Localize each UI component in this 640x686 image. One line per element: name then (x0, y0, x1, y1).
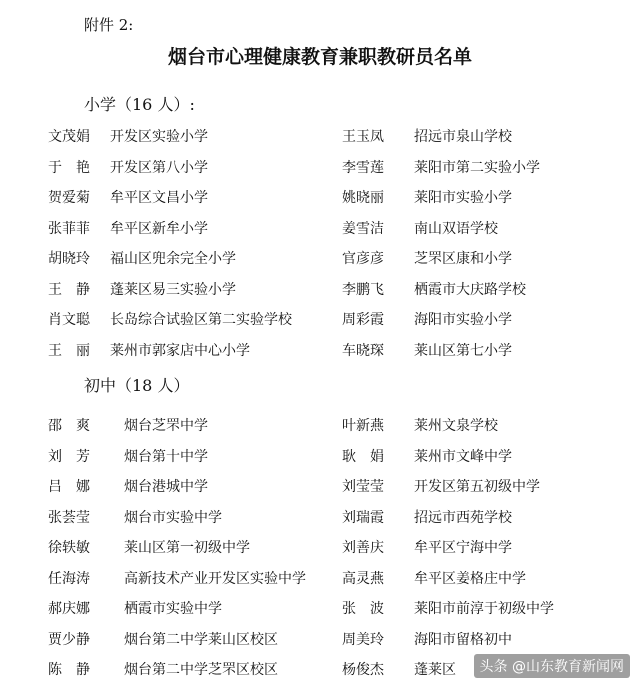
list-item (48, 415, 208, 439)
school-name: 海阳市实验小学 (414, 312, 512, 328)
person-name: 刘瑞霞 (342, 509, 384, 526)
school-name: 牟平区新牟小学 (110, 220, 208, 237)
list-item (48, 507, 222, 531)
school-name: 莱州市文峰中学 (414, 448, 512, 465)
list-item (48, 629, 278, 653)
school-name: 长岛综合试验区第二实验学校 (110, 312, 292, 328)
list-item (48, 598, 222, 622)
person-name: 邵 爽 (48, 418, 90, 434)
list-item (342, 157, 540, 181)
school-name: 莱州文泉学校 (414, 418, 498, 434)
person-name: 肖文聪 (48, 312, 90, 328)
person-name: 任海涛 (48, 570, 90, 587)
school-name: 莱山区第一初级中学 (124, 540, 250, 556)
person-name: 郝庆娜 (48, 601, 90, 617)
school-name: 蓬莱区 (414, 662, 456, 678)
school-name: 开发区第五初级中学 (414, 479, 540, 495)
school-name: 开发区实验小学 (110, 129, 208, 145)
person-name: 贺爱菊 (48, 190, 90, 206)
person-name: 王 丽 (48, 342, 90, 359)
school-name: 芝罘区康和小学 (414, 251, 512, 267)
person-name: 刘 芳 (48, 448, 90, 465)
school-name: 烟台第二中学莱山区校区 (124, 631, 278, 648)
school-name: 南山双语学校 (414, 220, 498, 237)
list-item (342, 598, 554, 622)
list-item (48, 218, 208, 242)
person-name: 官彦彦 (342, 251, 384, 267)
list-item (48, 476, 208, 500)
school-name: 海阳市留格初中 (414, 631, 512, 648)
person-name: 车晓琛 (342, 342, 384, 359)
list-item (342, 218, 498, 242)
school-name: 牟平区宁海中学 (414, 540, 512, 556)
list-item (48, 248, 236, 272)
person-name: 张菲菲 (48, 220, 90, 237)
person-name: 王 静 (48, 281, 90, 298)
person-name: 于 艳 (48, 159, 90, 176)
list-item (48, 537, 250, 561)
person-name: 文茂娟 (48, 129, 90, 145)
school-name: 蓬莱区易三实验小学 (110, 281, 236, 298)
list-item (342, 248, 512, 272)
person-name: 胡晓玲 (48, 251, 90, 267)
school-name: 高新技术产业开发区实验中学 (124, 570, 306, 587)
list-item (48, 446, 208, 470)
middle-heading: 初中（18 人） (84, 376, 190, 395)
school-name: 开发区第八小学 (110, 159, 208, 176)
list-item (48, 187, 208, 211)
person-name: 张荟莹 (48, 509, 90, 526)
list-item (48, 309, 292, 333)
school-name: 烟台第二中学芝罘区校区 (124, 662, 278, 678)
person-name: 刘善庆 (342, 540, 384, 556)
list-item (342, 309, 512, 333)
person-name: 周美玲 (342, 631, 384, 648)
school-name: 招远市西苑学校 (414, 509, 512, 526)
list-item (342, 476, 540, 500)
school-name: 莱阳市第二实验小学 (414, 159, 540, 176)
school-name: 烟台第十中学 (124, 448, 208, 465)
list-item (48, 126, 208, 150)
school-name: 烟台芝罘中学 (124, 418, 208, 434)
person-name: 姚晓丽 (342, 190, 384, 206)
list-item (342, 568, 526, 592)
list-item (48, 568, 306, 592)
person-name: 张 波 (342, 601, 384, 617)
person-name: 周彩霞 (342, 312, 384, 328)
list-item (342, 507, 512, 531)
person-name: 陈 静 (48, 662, 90, 678)
person-name: 王玉凤 (342, 129, 384, 145)
list-item (342, 340, 512, 364)
person-name: 吕 娜 (48, 479, 90, 495)
attachment-label: 附件 2: (84, 16, 134, 34)
school-name: 莱山区第七小学 (414, 342, 512, 359)
school-name: 莱阳市实验小学 (414, 190, 512, 206)
list-item (342, 629, 512, 653)
list-item (48, 279, 236, 303)
person-name: 贾少静 (48, 631, 90, 648)
person-name: 叶新燕 (342, 418, 384, 434)
list-item (342, 187, 512, 211)
school-name: 莱阳市前淳于初级中学 (414, 601, 554, 617)
school-name: 莱州市郭家店中心小学 (110, 342, 250, 359)
list-item (342, 279, 526, 303)
school-name: 栖霞市大庆路学校 (414, 281, 526, 298)
person-name: 徐轶敏 (48, 540, 90, 556)
school-name: 烟台市实验中学 (124, 509, 222, 526)
person-name: 李雪莲 (342, 159, 384, 176)
primary-heading: 小学（16 人）: (84, 95, 195, 114)
document-title: 烟台市心理健康教育兼职教研员名单 (167, 46, 472, 68)
person-name: 杨俊杰 (342, 662, 384, 678)
list-item (342, 659, 456, 683)
list-item (342, 446, 512, 470)
person-name: 李鹏飞 (342, 281, 384, 298)
list-item (48, 340, 250, 364)
list-item (342, 537, 512, 561)
school-name: 招远市泉山学校 (414, 129, 512, 145)
person-name: 刘莹莹 (342, 479, 384, 495)
person-name: 耿 娟 (342, 448, 384, 465)
list-item (342, 126, 512, 150)
school-name: 栖霞市实验中学 (124, 601, 222, 617)
watermark: 头条 @山东教育新闻网 (474, 654, 630, 678)
list-item (48, 659, 278, 683)
school-name: 牟平区文昌小学 (110, 190, 208, 206)
list-item (48, 157, 208, 181)
list-item (342, 415, 498, 439)
person-name: 高灵燕 (342, 570, 384, 587)
person-name: 姜雪洁 (342, 220, 384, 237)
school-name: 牟平区姜格庄中学 (414, 570, 526, 587)
school-name: 烟台港城中学 (124, 479, 208, 495)
school-name: 福山区兜余完全小学 (110, 251, 236, 267)
